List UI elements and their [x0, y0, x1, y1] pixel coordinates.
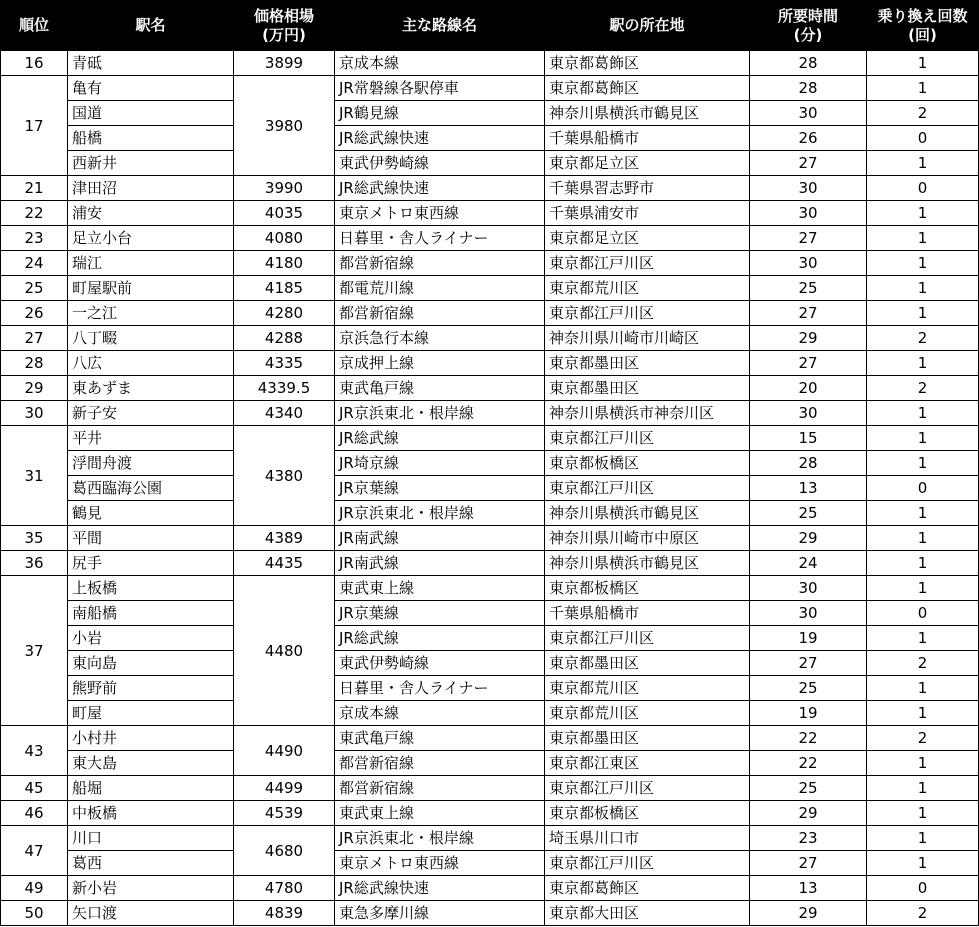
cell-transfers: 2 [867, 901, 979, 926]
cell-time: 30 [750, 176, 867, 201]
cell-time: 23 [750, 826, 867, 851]
cell-station: 浮間舟渡 [68, 451, 234, 476]
cell-time: 13 [750, 476, 867, 501]
cell-location: 東京都板橋区 [545, 801, 750, 826]
cell-price: 4035 [234, 201, 335, 226]
cell-line: 京成本線 [335, 51, 545, 76]
cell-transfers: 1 [867, 51, 979, 76]
cell-station: 船橋 [68, 126, 234, 151]
table-row [1, 76, 979, 101]
cell-station: 浦安 [68, 201, 234, 226]
cell-station: 八広 [68, 351, 234, 376]
cell-transfers: 1 [867, 526, 979, 551]
cell-location: 東京都足立区 [545, 226, 750, 251]
cell-price: 4539 [234, 801, 335, 826]
cell-station: 船堀 [68, 776, 234, 801]
cell-transfers: 1 [867, 551, 979, 576]
table-row [1, 226, 979, 251]
cell-line: 都電荒川線 [335, 276, 545, 301]
cell-line: 東京メトロ東西線 [335, 851, 545, 876]
cell-station: 川口 [68, 826, 234, 851]
header-station: 駅名 [68, 1, 234, 51]
cell-line: 京成本線 [335, 701, 545, 726]
cell-time: 15 [750, 426, 867, 451]
cell-station: 熊野前 [68, 676, 234, 701]
cell-time: 30 [750, 401, 867, 426]
cell-transfers: 1 [867, 676, 979, 701]
cell-time: 24 [750, 551, 867, 576]
cell-rank: 29 [1, 376, 68, 401]
cell-station: 一之江 [68, 301, 234, 326]
cell-location: 千葉県船橋市 [545, 126, 750, 151]
cell-transfers: 0 [867, 126, 979, 151]
cell-line: JR京浜東北・根岸線 [335, 401, 545, 426]
cell-station: 平間 [68, 526, 234, 551]
cell-rank: 37 [1, 576, 68, 726]
table-row [1, 701, 979, 726]
cell-time: 28 [750, 51, 867, 76]
cell-location: 神奈川県横浜市鶴見区 [545, 501, 750, 526]
cell-transfers: 1 [867, 351, 979, 376]
cell-time: 22 [750, 726, 867, 751]
cell-location: 神奈川県横浜市鶴見区 [545, 101, 750, 126]
cell-rank: 21 [1, 176, 68, 201]
cell-station: 東あずま [68, 376, 234, 401]
cell-time: 26 [750, 126, 867, 151]
cell-line: JR総武線 [335, 426, 545, 451]
cell-price: 4288 [234, 326, 335, 351]
cell-time: 28 [750, 76, 867, 101]
cell-price: 4380 [234, 426, 335, 526]
cell-rank: 17 [1, 76, 68, 176]
cell-line: JR京葉線 [335, 601, 545, 626]
cell-price: 4339.5 [234, 376, 335, 401]
cell-location: 東京都荒川区 [545, 276, 750, 301]
cell-location: 神奈川県川崎市川崎区 [545, 326, 750, 351]
cell-rank: 23 [1, 226, 68, 251]
cell-line: JR総武線快速 [335, 126, 545, 151]
cell-line: JR常磐線各駅停車 [335, 76, 545, 101]
table-row [1, 176, 979, 201]
cell-rank: 22 [1, 201, 68, 226]
cell-transfers: 2 [867, 101, 979, 126]
cell-location: 東京都葛飾区 [545, 876, 750, 901]
cell-time: 29 [750, 526, 867, 551]
cell-line: JR埼京線 [335, 451, 545, 476]
cell-station: 東向島 [68, 651, 234, 676]
table-row [1, 201, 979, 226]
cell-transfers: 1 [867, 451, 979, 476]
cell-line: JR京浜東北・根岸線 [335, 501, 545, 526]
header-time: 所要時間 (分) [750, 1, 867, 51]
cell-line: JR南武線 [335, 551, 545, 576]
cell-location: 東京都葛飾区 [545, 76, 750, 101]
cell-transfers: 1 [867, 851, 979, 876]
cell-rank: 28 [1, 351, 68, 376]
cell-time: 27 [750, 851, 867, 876]
cell-station: 鶴見 [68, 501, 234, 526]
cell-transfers: 1 [867, 776, 979, 801]
cell-transfers: 2 [867, 326, 979, 351]
table-row [1, 851, 979, 876]
cell-rank: 46 [1, 801, 68, 826]
cell-transfers: 0 [867, 176, 979, 201]
cell-rank: 49 [1, 876, 68, 901]
cell-location: 東京都墨田区 [545, 651, 750, 676]
cell-location: 東京都墨田区 [545, 376, 750, 401]
cell-rank: 24 [1, 251, 68, 276]
cell-time: 27 [750, 226, 867, 251]
cell-station: 葛西臨海公園 [68, 476, 234, 501]
cell-price: 3990 [234, 176, 335, 201]
cell-line: JR京葉線 [335, 476, 545, 501]
table-row [1, 451, 979, 476]
cell-time: 27 [750, 351, 867, 376]
cell-line: 京成押上線 [335, 351, 545, 376]
cell-time: 22 [750, 751, 867, 776]
cell-line: JR総武線 [335, 626, 545, 651]
cell-transfers: 0 [867, 876, 979, 901]
table-row [1, 801, 979, 826]
cell-transfers: 2 [867, 726, 979, 751]
cell-location: 千葉県習志野市 [545, 176, 750, 201]
cell-station: 西新井 [68, 151, 234, 176]
header-line: 主な路線名 [335, 1, 545, 51]
cell-time: 19 [750, 626, 867, 651]
table-row [1, 551, 979, 576]
cell-location: 東京都板橋区 [545, 451, 750, 476]
table-body [1, 51, 979, 926]
cell-rank: 30 [1, 401, 68, 426]
cell-time: 20 [750, 376, 867, 401]
cell-transfers: 2 [867, 651, 979, 676]
cell-location: 埼玉県川口市 [545, 826, 750, 851]
cell-location: 東京都江戸川区 [545, 476, 750, 501]
cell-station: 新子安 [68, 401, 234, 426]
cell-location: 東京都墨田区 [545, 351, 750, 376]
header-row [1, 1, 979, 51]
cell-location: 東京都江戸川区 [545, 426, 750, 451]
cell-station: 南船橋 [68, 601, 234, 626]
cell-time: 25 [750, 276, 867, 301]
cell-time: 27 [750, 651, 867, 676]
cell-time: 29 [750, 901, 867, 926]
cell-transfers: 1 [867, 426, 979, 451]
cell-line: 東急多摩川線 [335, 901, 545, 926]
cell-transfers: 2 [867, 376, 979, 401]
cell-location: 神奈川県川崎市中原区 [545, 526, 750, 551]
cell-station: 平井 [68, 426, 234, 451]
cell-transfers: 1 [867, 201, 979, 226]
cell-price: 3899 [234, 51, 335, 76]
cell-line: 京浜急行本線 [335, 326, 545, 351]
table-row [1, 826, 979, 851]
cell-station: 中板橋 [68, 801, 234, 826]
cell-line: JR総武線快速 [335, 876, 545, 901]
cell-transfers: 1 [867, 701, 979, 726]
cell-location: 神奈川県横浜市鶴見区 [545, 551, 750, 576]
cell-time: 30 [750, 101, 867, 126]
cell-transfers: 1 [867, 276, 979, 301]
table-row [1, 276, 979, 301]
cell-time: 30 [750, 251, 867, 276]
cell-price: 4480 [234, 576, 335, 726]
cell-line: 東武亀戸線 [335, 376, 545, 401]
table-row [1, 376, 979, 401]
cell-price: 4335 [234, 351, 335, 376]
cell-line: 都営新宿線 [335, 776, 545, 801]
cell-price: 4435 [234, 551, 335, 576]
cell-transfers: 1 [867, 251, 979, 276]
cell-station: 亀有 [68, 76, 234, 101]
cell-line: JR鶴見線 [335, 101, 545, 126]
table-row [1, 51, 979, 76]
cell-location: 東京都葛飾区 [545, 51, 750, 76]
cell-rank: 26 [1, 301, 68, 326]
cell-transfers: 1 [867, 151, 979, 176]
cell-time: 25 [750, 501, 867, 526]
cell-line: JR京浜東北・根岸線 [335, 826, 545, 851]
cell-station: 尻手 [68, 551, 234, 576]
cell-station: 町屋 [68, 701, 234, 726]
cell-location: 東京都江戸川区 [545, 251, 750, 276]
table-row [1, 101, 979, 126]
cell-price: 4389 [234, 526, 335, 551]
cell-price: 4839 [234, 901, 335, 926]
cell-location: 東京都大田区 [545, 901, 750, 926]
cell-rank: 27 [1, 326, 68, 351]
cell-location: 千葉県船橋市 [545, 601, 750, 626]
table-row [1, 526, 979, 551]
table-row [1, 651, 979, 676]
cell-line: 都営新宿線 [335, 251, 545, 276]
cell-line: 東武東上線 [335, 576, 545, 601]
cell-line: 日暮里・舎人ライナー [335, 226, 545, 251]
cell-line: 東武東上線 [335, 801, 545, 826]
cell-line: 都営新宿線 [335, 301, 545, 326]
table-row [1, 676, 979, 701]
table-row [1, 401, 979, 426]
table-row [1, 626, 979, 651]
cell-station: 瑞江 [68, 251, 234, 276]
table-row [1, 476, 979, 501]
cell-time: 28 [750, 451, 867, 476]
header-price: 価格相場 (万円) [234, 1, 335, 51]
cell-transfers: 0 [867, 601, 979, 626]
cell-station: 矢口渡 [68, 901, 234, 926]
cell-station: 町屋駅前 [68, 276, 234, 301]
cell-transfers: 1 [867, 626, 979, 651]
cell-rank: 36 [1, 551, 68, 576]
cell-line: 都営新宿線 [335, 751, 545, 776]
cell-price: 4780 [234, 876, 335, 901]
cell-time: 13 [750, 876, 867, 901]
cell-location: 東京都墨田区 [545, 726, 750, 751]
cell-time: 29 [750, 801, 867, 826]
cell-price: 4080 [234, 226, 335, 251]
cell-rank: 47 [1, 826, 68, 876]
cell-rank: 16 [1, 51, 68, 76]
cell-rank: 43 [1, 726, 68, 776]
cell-station: 足立小台 [68, 226, 234, 251]
cell-location: 千葉県浦安市 [545, 201, 750, 226]
cell-rank: 50 [1, 901, 68, 926]
cell-time: 30 [750, 576, 867, 601]
cell-transfers: 1 [867, 226, 979, 251]
cell-location: 東京都江戸川区 [545, 776, 750, 801]
cell-station: 小村井 [68, 726, 234, 751]
cell-line: 東武伊勢崎線 [335, 651, 545, 676]
table-row [1, 726, 979, 751]
cell-time: 27 [750, 151, 867, 176]
cell-time: 19 [750, 701, 867, 726]
cell-location: 神奈川県横浜市神奈川区 [545, 401, 750, 426]
cell-line: 東武伊勢崎線 [335, 151, 545, 176]
table-row [1, 426, 979, 451]
cell-price: 4180 [234, 251, 335, 276]
cell-transfers: 1 [867, 301, 979, 326]
table-row [1, 576, 979, 601]
cell-transfers: 1 [867, 751, 979, 776]
cell-station: 国道 [68, 101, 234, 126]
cell-station: 上板橋 [68, 576, 234, 601]
table-row [1, 126, 979, 151]
cell-location: 東京都荒川区 [545, 676, 750, 701]
cell-station: 東大島 [68, 751, 234, 776]
cell-price: 4340 [234, 401, 335, 426]
cell-location: 東京都江戸川区 [545, 301, 750, 326]
cell-rank: 35 [1, 526, 68, 551]
cell-price: 3980 [234, 76, 335, 176]
cell-location: 東京都板橋区 [545, 576, 750, 601]
cell-transfers: 1 [867, 801, 979, 826]
cell-line: 東京メトロ東西線 [335, 201, 545, 226]
cell-rank: 45 [1, 776, 68, 801]
table-row [1, 301, 979, 326]
table-row [1, 326, 979, 351]
table-row [1, 151, 979, 176]
cell-location: 東京都江東区 [545, 751, 750, 776]
header-rank: 順位 [1, 1, 68, 51]
table-row [1, 351, 979, 376]
cell-time: 30 [750, 601, 867, 626]
table-row [1, 876, 979, 901]
cell-transfers: 1 [867, 401, 979, 426]
cell-rank: 31 [1, 426, 68, 526]
cell-station: 葛西 [68, 851, 234, 876]
cell-line: JR総武線快速 [335, 176, 545, 201]
table-row [1, 751, 979, 776]
cell-price: 4499 [234, 776, 335, 801]
cell-location: 東京都江戸川区 [545, 626, 750, 651]
table-row [1, 601, 979, 626]
table-header [1, 1, 979, 51]
cell-line: 東武亀戸線 [335, 726, 545, 751]
cell-time: 29 [750, 326, 867, 351]
cell-time: 30 [750, 201, 867, 226]
cell-price: 4490 [234, 726, 335, 776]
cell-station: 八丁畷 [68, 326, 234, 351]
cell-transfers: 1 [867, 501, 979, 526]
cell-station: 青砥 [68, 51, 234, 76]
cell-time: 25 [750, 776, 867, 801]
cell-transfers: 0 [867, 476, 979, 501]
cell-location: 東京都江戸川区 [545, 851, 750, 876]
cell-line: 日暮里・舎人ライナー [335, 676, 545, 701]
table-row [1, 901, 979, 926]
cell-line: JR南武線 [335, 526, 545, 551]
cell-transfers: 1 [867, 576, 979, 601]
header-location: 駅の所在地 [545, 1, 750, 51]
table-row [1, 251, 979, 276]
cell-station: 新小岩 [68, 876, 234, 901]
cell-transfers: 1 [867, 826, 979, 851]
cell-transfers: 1 [867, 76, 979, 101]
cell-time: 25 [750, 676, 867, 701]
cell-price: 4680 [234, 826, 335, 876]
cell-time: 27 [750, 301, 867, 326]
header-transfers: 乗り換え回数 (回) [867, 1, 979, 51]
cell-station: 津田沼 [68, 176, 234, 201]
cell-station: 小岩 [68, 626, 234, 651]
cell-price: 4280 [234, 301, 335, 326]
cell-location: 東京都荒川区 [545, 701, 750, 726]
cell-rank: 25 [1, 276, 68, 301]
table-row [1, 501, 979, 526]
table-row [1, 776, 979, 801]
cell-location: 東京都足立区 [545, 151, 750, 176]
cell-price: 4185 [234, 276, 335, 301]
